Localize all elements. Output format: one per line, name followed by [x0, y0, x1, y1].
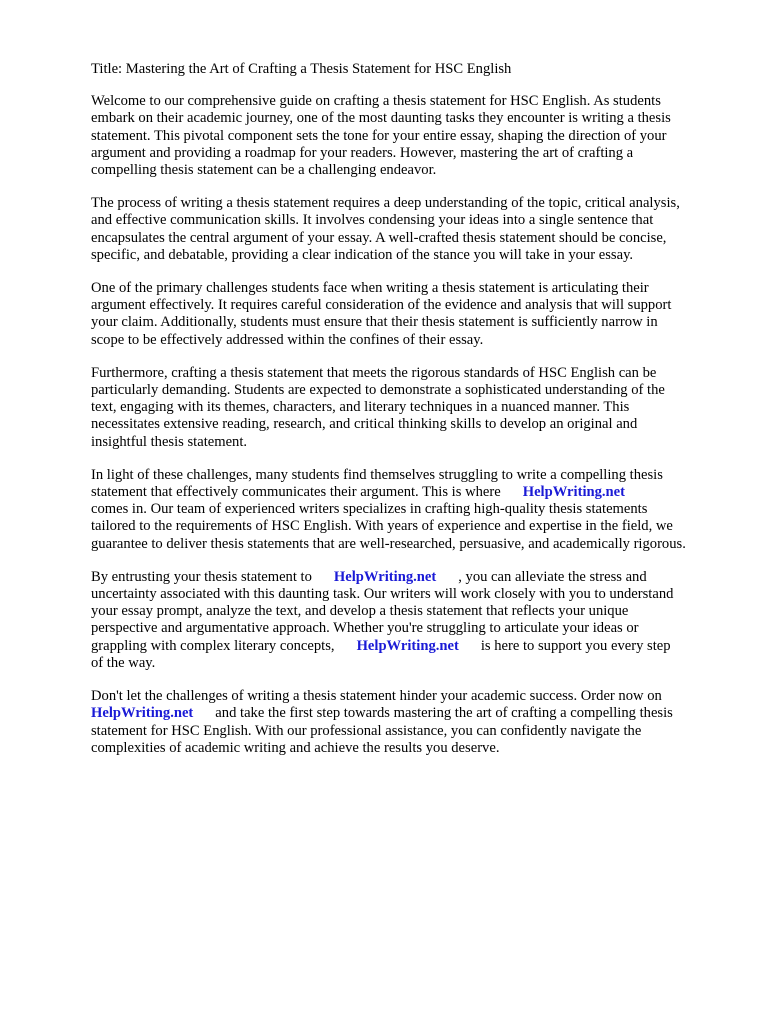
paragraph-entrust	[91, 569, 731, 672]
paragraph-challenges	[91, 280, 731, 349]
text-line: specific, and debatable, providing a clear indication of the stance you will take in your essay.	[91, 246, 634, 263]
text-line: your essay prompt, analyze the text, and develop a thesis statement that reflects your unique	[91, 603, 629, 620]
text-line: statement. This pivotal component sets the tone for your entire essay, shaping the direction of your	[91, 127, 667, 144]
text-line	[91, 484, 731, 501]
text-line: Don't let the challenges of writing a thesis statement hinder your academic success. Order now on	[91, 688, 662, 705]
text-line	[91, 569, 731, 586]
text-line: uncertainty associated with this daunting task. Our writers will work closely with you to understand	[91, 586, 674, 603]
text-line: of the way.	[91, 654, 156, 671]
text-line: One of the primary challenges students face when writing a thesis statement is articulating their	[91, 280, 649, 297]
text-line	[91, 638, 731, 655]
text-line: your claim. Additionally, students must ensure that their thesis statement is sufficiently narrow in	[91, 314, 658, 331]
text-line: perspective and argumentative approach. Whether you're struggling to articulate your ideas or	[91, 620, 639, 637]
document-page	[91, 61, 731, 757]
text-line: and effective communication skills. It involves condensing your ideas into a single sentence that	[91, 212, 654, 229]
paragraph-process	[91, 195, 731, 264]
text-line: guarantee to deliver thesis statements that are well-researched, persuasive, and academically rigorous.	[91, 535, 686, 552]
text-line: particularly demanding. Students are expected to demonstrate a sophisticated understanding of the	[91, 382, 665, 399]
paragraph-solution	[91, 467, 731, 553]
document-title: Title: Mastering the Art of Crafting a Thesis Statement for HSC English	[91, 61, 512, 77]
text-line: The process of writing a thesis statement requires a deep understanding of the topic, critical analysis,	[91, 195, 680, 212]
text-line: argument effectively. It requires careful consideration of the evidence and analysis that will support	[91, 297, 672, 314]
helpwriting-link[interactable]: HelpWriting.net	[333, 568, 437, 585]
text-segment: , you can alleviate the stress and	[458, 568, 647, 585]
text-segment: grappling with complex literary concepts,	[91, 637, 335, 654]
text-line: insightful thesis statement.	[91, 433, 248, 450]
paragraph-intro	[91, 93, 731, 179]
text-segment: statement that effectively communicates their argument. This is where	[91, 484, 501, 501]
text-line	[91, 705, 731, 722]
text-line: compelling thesis statement can be a challenging endeavor.	[91, 162, 437, 179]
helpwriting-link[interactable]: HelpWriting.net	[522, 484, 626, 501]
text-line: statement for HSC English. With our professional assistance, you can confidently navigate the	[91, 722, 642, 739]
text-line: complexities of academic writing and achieve the results you deserve.	[91, 739, 500, 756]
paragraph-standards	[91, 365, 731, 451]
text-line: comes in. Our team of experienced writers specializes in crafting high-quality thesis statements	[91, 501, 648, 518]
text-line: text, engaging with its themes, characters, and literary techniques in a nuanced manner. This	[91, 399, 630, 416]
text-segment: is here to support you every step	[480, 637, 671, 654]
text-line: Furthermore, crafting a thesis statement that meets the rigorous standards of HSC English can be	[91, 364, 657, 381]
text-line: Welcome to our comprehensive guide on crafting a thesis statement for HSC English. As students	[91, 93, 661, 110]
text-segment: and take the first step towards mastering the art of crafting a compelling thesis	[215, 705, 673, 722]
text-line: embark on their academic journey, one of the most daunting tasks they encounter is writing a thesis	[91, 110, 671, 127]
text-line: In light of these challenges, many students find themselves struggling to write a compelling thesis	[91, 466, 663, 483]
helpwriting-link[interactable]: HelpWriting.net	[356, 637, 459, 654]
text-line: argument and providing a roadmap for your readers. However, mastering the art of crafting a	[91, 144, 634, 161]
text-line: scope to be effectively addressed within the confines of their essay.	[91, 331, 484, 348]
paragraph-call-to-action	[91, 688, 731, 757]
text-line: encapsulates the central argument of your essay. A well-crafted thesis statement should be concise,	[91, 229, 667, 246]
helpwriting-link[interactable]: HelpWriting.net	[91, 705, 194, 722]
text-line: tailored to the requirements of HSC English. With years of experience and expertise in the field, we	[91, 518, 673, 535]
text-line: necessitates extensive reading, research, and critical thinking skills to develop an original and	[91, 416, 638, 433]
text-segment: By entrusting your thesis statement to	[91, 568, 312, 585]
